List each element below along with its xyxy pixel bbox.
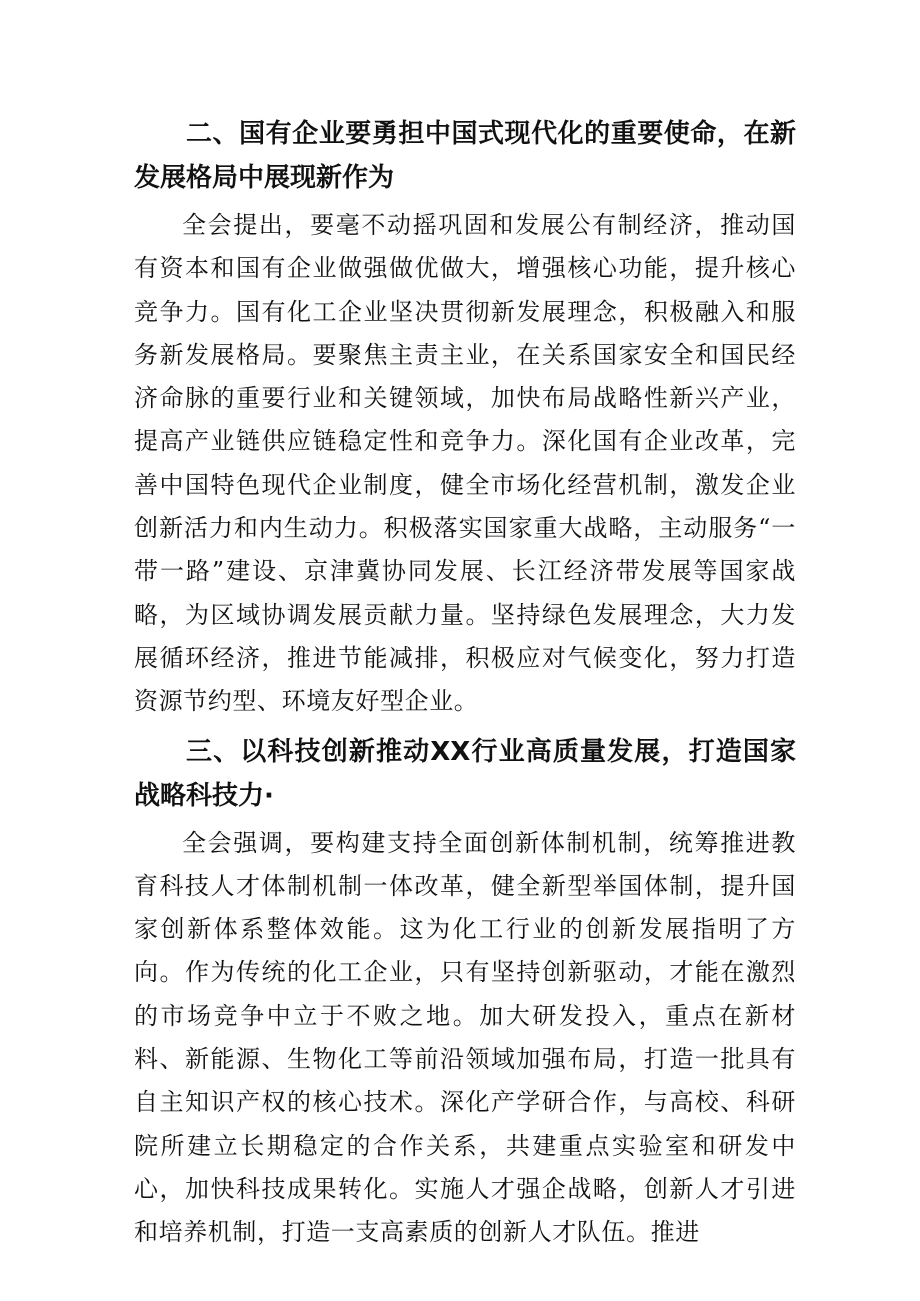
document-body — [134, 112, 796, 1255]
section-paragraph-2: 全会提出，要毫不动摇巩固和发展公有制经济，推动国有资本和国有企业做强做优做大，增强核心功能，提升核心竞争力。国有化工企业坚决贯彻新发展理念，积极融入和服务新发展格局。要聚焦主责主业，在关系国家安全和国民经济命脉的重要行业和关键领域，加快布局战略性新兴产业，提高产业链供应链稳定性和竞争力。深化国有企业改革，完善中国特色现代企业制度，健全市场化经营机制，激发企业创新活力和内生动力。积极落实国家重大战略，主动服务“一带一路”建设、京津冀协同发展、长江经济带发展等国家战略，为区域协调发展贡献力量。坚持绿色发展理念，大力发展循环经济，推进节能减排，积极应对气候变化，努力打造资源节约型、环境友好型企业。 — [134, 211, 796, 716]
section-heading-3: 三、以科技创新推动XX行业高质量发展，打造国家战略科技力· — [134, 736, 796, 811]
section-heading-2: 二、国有企业要勇担中国式现代化的重要使命，在新发展格局中展现新作为 — [134, 119, 796, 193]
section-paragraph-3: 全会强调，要构建支持全面创新体制机制，统筹推进教育科技人才体制机制一体改革，健全新型举国体制，提升国家创新体系整体效能。这为化工行业的创新发展指明了方向。作为传统的化工企业，只有坚持创新驱动，才能在激烈的市场竞争中立于不败之地。加大研发投入，重点在新材料、新能源、生物化工等前沿领域加强布局，打造一批具有自主知识产权的核心技术。深化产学研合作，与高校、科研院所建立长期稳定的合作关系，共建重点实验室和研发中心，加快科技成果转化。实施人才强企战略，创新人才引进和培养机制，打造一支高素质的创新人才队伍。推进 — [134, 828, 796, 1247]
